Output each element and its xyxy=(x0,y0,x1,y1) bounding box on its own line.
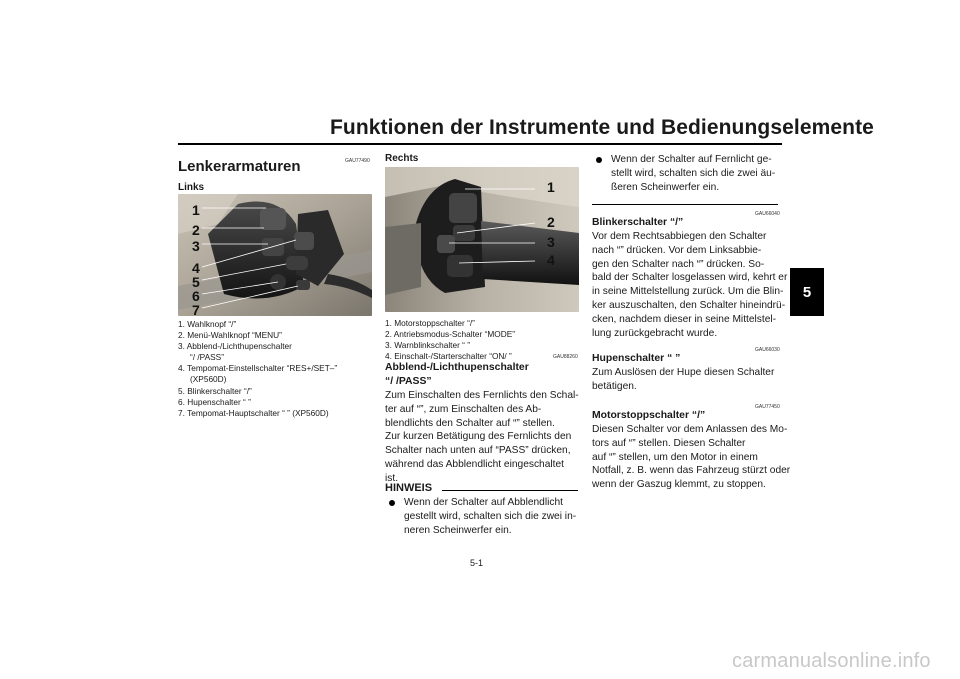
body-horn xyxy=(592,366,774,394)
caption-item: 3. Warnblinkschalter “ ” xyxy=(385,340,470,351)
right-caption-list xyxy=(385,318,515,362)
callout-3: 3 xyxy=(192,238,200,254)
note-line: neren Scheinwerfer ein. xyxy=(404,524,512,536)
body-line: bald der Schalter losgelassen wird, kehrt er xyxy=(592,272,788,284)
body-line: gen den Schalter nach “” drücken. So- xyxy=(592,258,765,270)
caption-item: 5. Blinkerschalter “/” xyxy=(178,385,252,396)
section-code: GAU66030 xyxy=(755,347,780,353)
body-line: betätigen. xyxy=(592,380,637,392)
left-caption-list xyxy=(178,319,337,419)
left-handlebar-photo xyxy=(178,194,372,316)
body-engine-stop xyxy=(592,423,790,492)
body-line: in seine Mittelstellung zurück. Um die Blin- xyxy=(592,286,784,298)
callout-2: 2 xyxy=(547,214,555,230)
body-turn-signal xyxy=(592,230,787,340)
caption-item: 4. Tempomat-Einstellschalter “RES+/SET–” xyxy=(178,363,338,374)
section-code: GAU88260 xyxy=(553,354,578,360)
callout-6: 6 xyxy=(192,288,200,304)
caption-item: 4. Einschalt-/Starterschalter “ON/ ” xyxy=(385,351,512,362)
body-line: blendlichts den Schalter auf “” stellen. xyxy=(385,417,555,429)
body-line: Notfall, z. B. wenn das Fahrzeug stürzt oder xyxy=(592,465,791,477)
chapter-tab: 5 xyxy=(790,268,824,316)
body-line: Zur kurzen Betätigung des Fernlichts den xyxy=(385,431,572,443)
caption-item: “/ /PASS” xyxy=(190,352,224,363)
caption-item: (XP560D) xyxy=(190,374,227,385)
callout-4: 4 xyxy=(192,260,200,276)
heading-engine-stop: Motorstoppschalter “/” xyxy=(592,410,706,421)
heading-horn: Hupenschalter “ ” xyxy=(592,353,681,364)
body-line: Zum Auslösen der Hupe diesen Schalter xyxy=(592,367,775,378)
caption-item: 3. Abblend-/Lichthupenschalter xyxy=(178,341,292,352)
figure-subtitle-right: Rechts xyxy=(385,153,419,164)
watermark-link[interactable]: carmanualsonline.info xyxy=(732,650,931,672)
figure-subtitle-left: Links xyxy=(178,182,205,193)
page-number: 5-1 xyxy=(470,558,484,568)
body-line: nach “” drücken. Vor dem Linksabbie- xyxy=(592,244,762,256)
heading-turn-signal: Blinkerschalter “/” xyxy=(592,217,684,228)
note-line: Wenn der Schalter auf Abblendlicht xyxy=(404,497,563,508)
right-handlebar-photo xyxy=(385,167,579,312)
header-rule xyxy=(178,143,782,145)
bullet-icon xyxy=(596,157,602,163)
note-line: Wenn der Schalter auf Fernlicht ge- xyxy=(611,154,772,165)
body-line: ker auszuschalten, den Schalter hineindrü- xyxy=(592,299,786,311)
note-end-rule xyxy=(592,204,778,205)
section-code: GAU77450 xyxy=(755,404,780,410)
body-line: während das Abblendlicht eingeschaltet xyxy=(385,458,564,470)
callout-5: 5 xyxy=(192,274,200,290)
body-line: ist. xyxy=(385,472,399,484)
body-line: Zum Einschalten des Fernlichts den Schal- xyxy=(385,390,579,401)
callout-1: 1 xyxy=(547,179,555,195)
body-line: Schalter nach unten auf “PASS” drücken, xyxy=(385,445,571,457)
note-bullet xyxy=(385,496,576,537)
caption-item: 7. Tempomat-Hauptschalter “ ” (XP560D) xyxy=(178,407,329,418)
bullet-icon xyxy=(389,500,395,506)
page-header-title: Funktionen der Instrumente und Bedienungselemente xyxy=(330,116,874,139)
caption-item: 1. Motorstoppschalter “/” xyxy=(385,318,475,328)
body-line: cken, nachdem dieser in seine Mittelstel- xyxy=(592,313,777,325)
note-line: stellt wird, schalten sich die zwei äu- xyxy=(611,167,776,179)
heading-dimmer-pass: Abblend-/Lichthupenschalter xyxy=(385,362,529,373)
caption-item: 1. Wahlknopf “/” xyxy=(178,319,237,329)
note-rule xyxy=(442,490,578,491)
body-line: tors auf “” stellen. Diesen Schalter xyxy=(592,437,746,449)
body-line: Diesen Schalter vor dem Anlassen des Mo- xyxy=(592,424,788,435)
body-line: lung zurückgebracht wurde. xyxy=(592,327,718,339)
note-bullet xyxy=(592,153,775,194)
note-title: HINWEIS xyxy=(385,482,433,494)
callout-3: 3 xyxy=(547,234,555,250)
body-line: ter auf “”, zum Einschalten des Ab- xyxy=(385,403,542,415)
note-line: ßeren Scheinwerfer ein. xyxy=(611,181,720,193)
callout-4: 4 xyxy=(547,252,555,268)
body-line: auf “” stellen, um den Motor in einem xyxy=(592,451,758,463)
note-line: gestellt wird, schalten sich die zwei in- xyxy=(404,510,577,522)
callout-7: 7 xyxy=(192,302,200,316)
heading-dimmer-pass-symbols: “/ /PASS” xyxy=(385,376,432,387)
callout-2: 2 xyxy=(192,222,200,238)
section-code: GAU66040 xyxy=(755,211,780,217)
section-code: GAU77490 xyxy=(345,158,370,164)
caption-item: 2. Antriebsmodus-Schalter “MODE” xyxy=(385,329,516,340)
caption-item: 2. Menü-Wahlknopf “MENU” xyxy=(178,330,282,341)
section-title: Lenkerarmaturen xyxy=(178,158,301,175)
body-line: Vor dem Rechtsabbiegen den Schalter xyxy=(592,231,767,242)
callout-1: 1 xyxy=(192,202,200,218)
body-line: wenn der Gaszug klemmt, zu stoppen. xyxy=(592,479,766,491)
body-dimmer-pass xyxy=(385,389,579,486)
caption-item: 6. Hupenschalter “ ” xyxy=(178,396,251,407)
